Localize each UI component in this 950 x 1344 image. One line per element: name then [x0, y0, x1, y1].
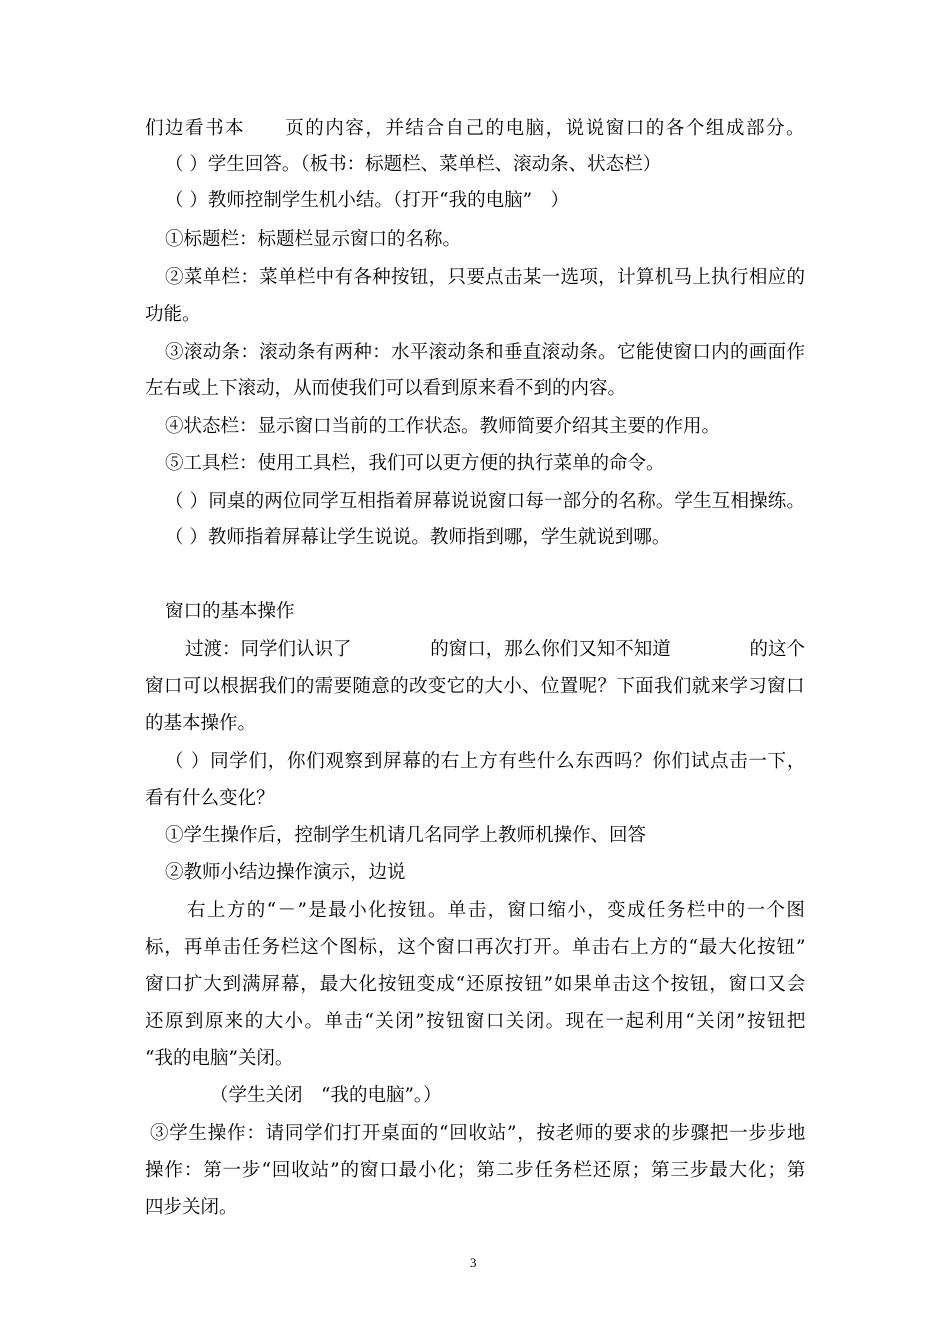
text-fragment: 的这个: [749, 639, 805, 660]
text-line: [185, 637, 805, 663]
text-line: （ ）教师控制学生机小结。（打开“我的电脑” ）: [165, 190, 570, 211]
text-line: （ ）教师指着屏幕让学生说说。教师指到哪，学生就说到哪。: [165, 527, 671, 548]
text-line: 窗口扩大到满屏幕，最大化按钮变成“还原按钮”如果单击这个按钮，窗口又会: [145, 974, 807, 995]
text-line: 左右或上下滚动，从而使我们可以看到原来看不到的内容。: [145, 378, 627, 399]
text-line: ①标题栏：标题栏显示窗口的名称。: [165, 229, 462, 250]
text-line: 操作：第一步“回收站”的窗口最小化；第二步任务栏还原；第三步最大化；第: [145, 1160, 807, 1181]
text-line: （ ）同学们，你们观察到屏幕的右上方有些什么东西吗？你们试点击一下，: [165, 751, 807, 772]
section-heading: 窗口的基本操作: [165, 601, 295, 622]
text-line: 窗口可以根据我们的需要随意的改变它的大小、位置呢？下面我们就来学习窗口: [145, 676, 805, 697]
text-line: 功能。: [145, 304, 201, 325]
text-line: 还原到原来的大小。单击“关闭”按钮窗口关闭。现在一起利用“关闭”按钮把: [145, 1011, 807, 1032]
text-fragment: 过渡：同学们认识了: [185, 639, 352, 660]
text-line: 右上方的“－”是最小化按钮。单击，窗口缩小，变成任务栏中的一个图: [187, 900, 807, 921]
page-number: 3: [470, 1255, 477, 1270]
text-line: ①学生操作后，控制学生机请几名同学上教师机操作、回答: [165, 825, 647, 846]
text-line: ②菜单栏：菜单栏中有各种按钮，只要点击某一选项，计算机马上执行相应的: [165, 267, 806, 288]
text-line: 标，再单击任务栏这个图标，这个窗口再次打开。单击右上方的“最大化按钮”: [145, 937, 807, 958]
text-fragment: 的窗口，那么你们又知不知道: [430, 639, 671, 660]
text-line: ④状态栏：显示窗口当前的工作状态。教师简要介绍其主要的作用。: [165, 416, 721, 437]
text-line: 们边看书本 页的内容，并结合自己的电脑，说说窗口的各个组成部分。: [145, 118, 807, 139]
text-line: ③滚动条：滚动条有两种：水平滚动条和垂直滚动条。它能使窗口内的画面作: [165, 342, 806, 363]
text-line: 看有什么变化？: [145, 788, 275, 809]
text-line: 的基本操作。: [145, 713, 257, 734]
text-line: “我的电脑”关闭。: [145, 1048, 294, 1069]
text-line: ③学生操作：请同学们打开桌面的“回收站”，按老师的要求的步骤把一步步地: [150, 1123, 807, 1144]
text-line: ②教师小结边操作演示，边说: [165, 862, 406, 883]
text-line: （ ）同桌的两位同学互相指着屏幕说说窗口每一部分的名称。学生互相操练。: [165, 491, 806, 512]
text-line: ⑤工具栏：使用工具栏，我们可以更方便的执行菜单的命令。: [165, 453, 665, 474]
text-line: （学生关闭 “我的电脑”。）: [210, 1085, 442, 1106]
text-line: 四步关闭。: [145, 1197, 238, 1218]
text-line: （ ）学生回答。（板书：标题栏、菜单栏、滚动条、状态栏）: [165, 154, 662, 175]
